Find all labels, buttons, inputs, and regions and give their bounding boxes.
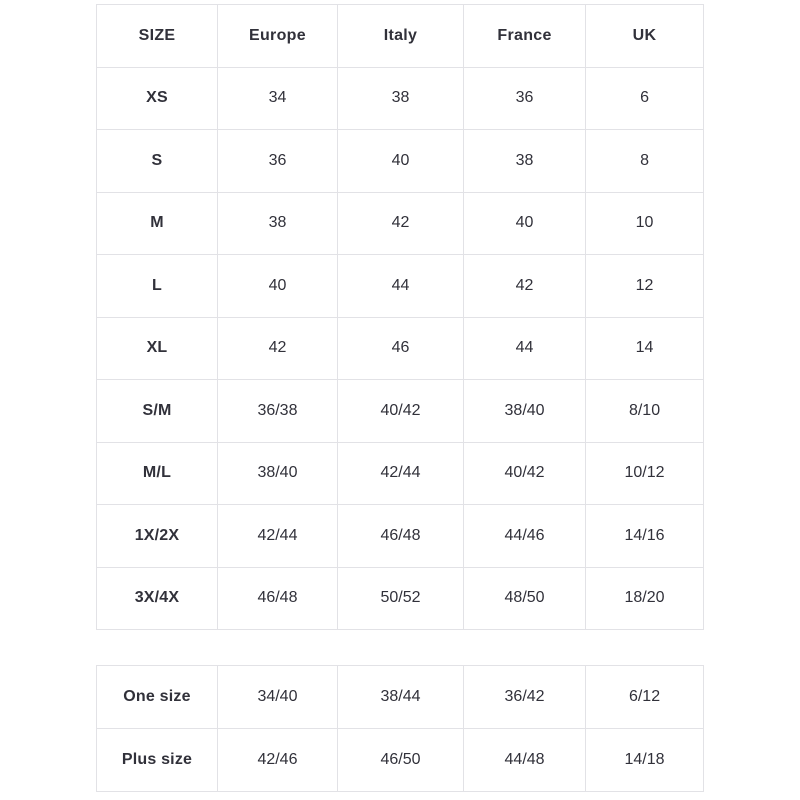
table-row [97, 380, 704, 443]
column-header-uk: UK [586, 5, 704, 68]
size-conversion-table-wrapper [96, 4, 704, 630]
cell-europe: 46/48 [217, 567, 337, 630]
cell-europe: 42/46 [217, 729, 337, 792]
row-label: XL [97, 317, 218, 380]
cell-france: 40/42 [464, 442, 586, 505]
cell-europe: 42/44 [217, 505, 337, 568]
row-label: L [97, 255, 218, 318]
cell-uk: 14/16 [586, 505, 704, 568]
row-label: M [97, 192, 218, 255]
cell-uk: 14 [586, 317, 704, 380]
cell-italy: 38/44 [337, 666, 463, 729]
table-row [97, 567, 704, 630]
cell-france: 44/46 [464, 505, 586, 568]
cell-italy: 44 [337, 255, 463, 318]
cell-france: 36 [464, 67, 586, 130]
row-label: Plus size [97, 729, 218, 792]
cell-europe: 34/40 [217, 666, 337, 729]
table-row [97, 130, 704, 193]
table-body [97, 67, 704, 630]
one-size-table-body [97, 666, 704, 792]
cell-uk: 6/12 [586, 666, 704, 729]
cell-uk: 6 [586, 67, 704, 130]
cell-france: 38 [464, 130, 586, 193]
cell-europe: 36/38 [217, 380, 337, 443]
cell-uk: 10 [586, 192, 704, 255]
table-header-row [97, 5, 704, 68]
table-row [97, 67, 704, 130]
row-label: 1X/2X [97, 505, 218, 568]
cell-italy: 50/52 [337, 567, 463, 630]
cell-europe: 38/40 [217, 442, 337, 505]
one-size-table-wrapper [96, 665, 704, 792]
cell-uk: 8 [586, 130, 704, 193]
column-header-france: France [464, 5, 586, 68]
table-row [97, 729, 704, 792]
cell-europe: 36 [217, 130, 337, 193]
row-label: M/L [97, 442, 218, 505]
row-label: 3X/4X [97, 567, 218, 630]
cell-france: 38/40 [464, 380, 586, 443]
column-header-europe: Europe [217, 5, 337, 68]
cell-france: 48/50 [464, 567, 586, 630]
cell-italy: 40/42 [337, 380, 463, 443]
cell-france: 36/42 [464, 666, 586, 729]
row-label: S/M [97, 380, 218, 443]
table-row [97, 666, 704, 729]
cell-europe: 40 [217, 255, 337, 318]
table-row [97, 192, 704, 255]
cell-italy: 46/48 [337, 505, 463, 568]
cell-france: 40 [464, 192, 586, 255]
column-header-size: SIZE [97, 5, 218, 68]
cell-uk: 14/18 [586, 729, 704, 792]
table-row [97, 505, 704, 568]
cell-france: 42 [464, 255, 586, 318]
row-label: S [97, 130, 218, 193]
cell-uk: 8/10 [586, 380, 704, 443]
row-label: One size [97, 666, 218, 729]
table-row [97, 442, 704, 505]
table-row [97, 317, 704, 380]
cell-europe: 34 [217, 67, 337, 130]
cell-italy: 42 [337, 192, 463, 255]
table-header [97, 5, 704, 68]
row-label: XS [97, 67, 218, 130]
cell-france: 44/48 [464, 729, 586, 792]
cell-uk: 10/12 [586, 442, 704, 505]
cell-uk: 12 [586, 255, 704, 318]
cell-italy: 42/44 [337, 442, 463, 505]
cell-italy: 46 [337, 317, 463, 380]
table-row [97, 255, 704, 318]
cell-france: 44 [464, 317, 586, 380]
cell-europe: 42 [217, 317, 337, 380]
one-size-table [96, 665, 704, 792]
size-conversion-table [96, 4, 704, 630]
cell-italy: 46/50 [337, 729, 463, 792]
cell-europe: 38 [217, 192, 337, 255]
cell-uk: 18/20 [586, 567, 704, 630]
cell-italy: 40 [337, 130, 463, 193]
cell-italy: 38 [337, 67, 463, 130]
column-header-italy: Italy [337, 5, 463, 68]
